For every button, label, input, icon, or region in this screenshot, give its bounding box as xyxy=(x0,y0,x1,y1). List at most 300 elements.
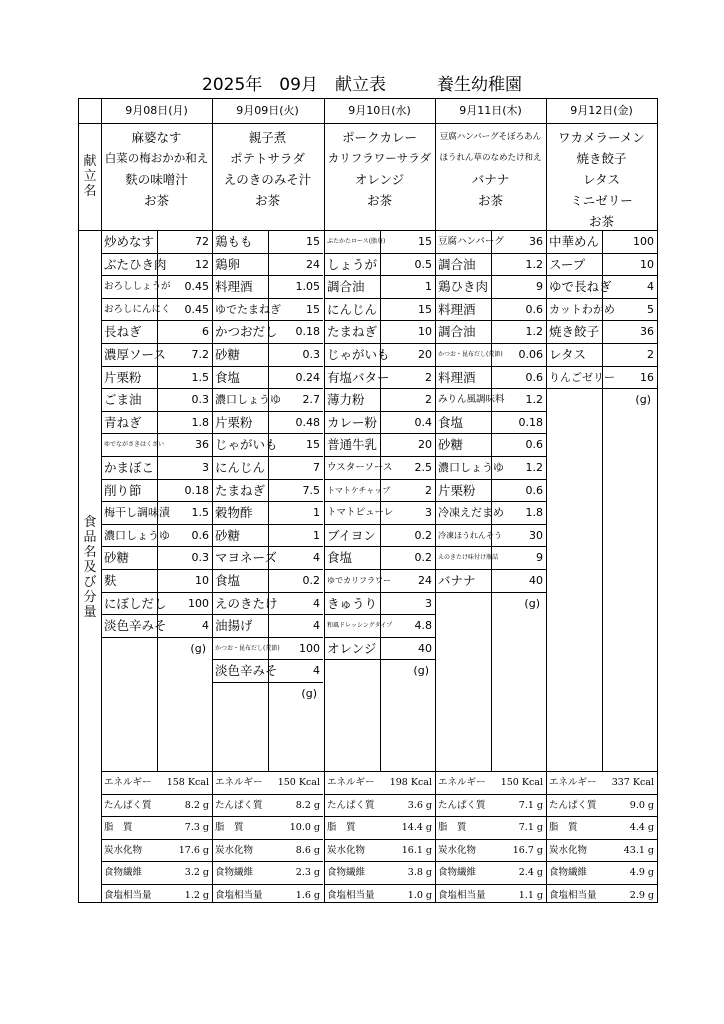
menu-table xyxy=(78,98,658,903)
ingredient-row xyxy=(435,434,546,457)
ingredient-row xyxy=(546,344,657,367)
ingredient-quantity: 100 xyxy=(188,596,209,610)
ingredient-row xyxy=(324,344,435,367)
ingredient-name: 砂糖 xyxy=(215,527,241,543)
ingredient-row xyxy=(101,299,212,322)
nutrition-row xyxy=(435,817,546,840)
nutrition-label: 食塩相当量 xyxy=(215,889,263,901)
ingredient-name: 濃口しょうゆ xyxy=(215,393,281,407)
ingredient-name: 食塩 xyxy=(438,414,464,430)
ingredient-quantity: 4 xyxy=(647,280,654,294)
nutrition-value: 2.4 g xyxy=(518,867,543,879)
ingredient-name: 片栗粉 xyxy=(104,369,142,385)
nutrition-label: 食物繊維 xyxy=(327,867,366,879)
ingredient-quantity: 0.6 xyxy=(191,528,209,542)
ingredient-quantity: 0.06 xyxy=(518,347,543,361)
nutrition-label: 食物繊維 xyxy=(104,867,143,879)
nutrition-label: たんぱく質 xyxy=(215,799,263,811)
nutrition-list xyxy=(324,772,435,908)
ingredient-quantity: 5 xyxy=(647,302,654,316)
dish-name: 親子煮 xyxy=(248,130,287,145)
ingredient-name: レタス xyxy=(549,346,587,362)
side-label-char: 献 xyxy=(83,154,97,169)
ingredient-quantity: 4 xyxy=(313,551,320,565)
nutrition-row xyxy=(324,840,435,863)
nutrition-list xyxy=(212,772,323,908)
header-divider xyxy=(79,123,657,124)
nutrition-value: 1.2 g xyxy=(184,889,209,901)
ingredient-quantity: 7.2 xyxy=(191,347,209,361)
ingredient-row xyxy=(546,299,657,322)
ingredient-row xyxy=(324,525,435,548)
ingredient-quantity: 0.18 xyxy=(184,483,209,497)
ingredient-quantity: 7.5 xyxy=(302,483,320,497)
day-header: 9月11日(木) xyxy=(459,104,522,117)
dish-name: カリフラワーサラダ xyxy=(327,151,432,165)
ingredient-name: 豆腐ハンバーグ xyxy=(438,236,504,247)
ingredient-name: かまぼこ xyxy=(104,459,155,475)
ingredient-quantity: 0.24 xyxy=(295,370,320,384)
day-header: 9月10日(水) xyxy=(348,104,411,117)
ingredient-quantity: 20 xyxy=(418,438,432,452)
ingredient-name: たまねぎ xyxy=(327,324,378,340)
side-label-char: び xyxy=(83,574,97,590)
ingredient-quantity: 4 xyxy=(202,619,209,633)
nutrition-row xyxy=(546,772,657,795)
ingredient-row xyxy=(435,502,546,525)
dish-name: お茶 xyxy=(366,193,392,208)
nutrition-value: 10.0 g xyxy=(289,822,320,834)
ingredient-row xyxy=(212,344,323,367)
ingredient-name: 濃口しょうゆ xyxy=(104,528,170,542)
dish-name: お茶 xyxy=(588,214,614,229)
ingredient-name: かつお・昆布だし(荒節) xyxy=(215,644,280,652)
nutrition-value: 16.7 g xyxy=(512,844,543,856)
ingredient-name: 炒めなす xyxy=(104,234,155,249)
side-label-char: 品 xyxy=(83,529,97,545)
ingredient-row xyxy=(101,525,212,548)
ingredient-row xyxy=(101,502,212,525)
nutrition-row xyxy=(324,795,435,818)
ingredient-quantity: 72 xyxy=(195,235,209,248)
ingredient-quantity: 0.18 xyxy=(518,415,543,429)
ingredient-row xyxy=(324,321,435,344)
ingredient-quantity: 36 xyxy=(640,325,654,339)
nutrition-value: 1.6 g xyxy=(295,889,320,901)
ingredient-quantity: 16 xyxy=(640,370,654,384)
ingredient-name: マヨネーズ xyxy=(215,550,277,566)
ingredient-row xyxy=(435,480,546,503)
dish-list xyxy=(101,127,212,211)
ingredient-row xyxy=(435,457,546,480)
ingredient-name: にんじん xyxy=(215,459,266,475)
ingredient-row xyxy=(101,615,212,638)
ingredient-row xyxy=(212,412,323,435)
ingredient-row xyxy=(546,254,657,277)
ingredient-quantity: 1.2 xyxy=(525,325,543,339)
unit-label: (g) xyxy=(635,393,651,407)
ingredient-name: オレンジ xyxy=(327,640,377,656)
ingredient-row xyxy=(212,276,323,299)
ingredient-row xyxy=(435,321,546,344)
nutrition-label: たんぱく質 xyxy=(549,799,597,811)
nutrition-row xyxy=(212,885,323,908)
ingredient-quantity: 15 xyxy=(418,302,432,316)
ingredient-quantity: 2 xyxy=(647,347,654,361)
ingredient-quantity: 15 xyxy=(306,438,320,452)
ingredient-quantity: 1.8 xyxy=(191,415,209,429)
ingredient-row xyxy=(212,615,323,638)
side-label-char: 食 xyxy=(83,514,97,530)
nutrition-row xyxy=(101,817,212,840)
ingredient-quantity: 1 xyxy=(425,280,432,294)
unit-label: (g) xyxy=(413,664,429,678)
nutrition-label: 炭水化物 xyxy=(327,844,366,856)
ingredient-row xyxy=(324,276,435,299)
dish-name: レタス xyxy=(582,172,620,187)
nutrition-row xyxy=(324,862,435,885)
nutrition-label: 脂 質 xyxy=(104,822,133,834)
side-label-char: 及 xyxy=(83,559,97,575)
ingredient-list xyxy=(546,231,657,411)
nutrition-value: 1.0 g xyxy=(407,889,432,901)
ingredient-name: 食塩 xyxy=(215,369,241,385)
ingredient-row xyxy=(435,367,546,390)
ingredient-row xyxy=(435,389,546,412)
nutrition-row xyxy=(101,885,212,908)
nutrition-row xyxy=(546,817,657,840)
side-label-char: 量 xyxy=(83,604,97,620)
nutrition-label: 食塩相当量 xyxy=(327,889,375,901)
ingredient-name: おろしにんにく xyxy=(104,303,171,315)
ingredient-row xyxy=(324,412,435,435)
ingredient-row xyxy=(324,547,435,570)
nutrition-value: 14.4 g xyxy=(401,822,432,834)
ingredient-quantity: 1.2 xyxy=(525,460,543,474)
menu-side-label xyxy=(79,123,101,230)
nutrition-label: エネルギー xyxy=(215,777,263,788)
dish-list xyxy=(212,127,323,211)
ingredient-row xyxy=(101,480,212,503)
ingredient-row xyxy=(212,525,323,548)
nutrition-label: 脂 質 xyxy=(215,822,244,834)
nutrition-label: たんぱく質 xyxy=(104,799,152,811)
ingredient-name: ゆでたまねぎ xyxy=(215,302,281,316)
nutrition-value: 17.6 g xyxy=(178,844,209,856)
dish-name: ほうれん草のなめたけ和え xyxy=(439,153,542,163)
ingredient-quantity: 100 xyxy=(299,641,320,655)
ingredient-row xyxy=(212,389,323,412)
nutrition-row xyxy=(101,772,212,795)
ingredient-name: 和風ドレッシングタイプ xyxy=(327,622,393,630)
nutrition-row xyxy=(324,772,435,795)
ingredient-quantity: 0.6 xyxy=(525,370,543,384)
ingredient-name: 淡色辛みそ xyxy=(215,663,278,679)
ingredient-name: 砂糖 xyxy=(438,437,464,453)
ingredient-quantity: 4.8 xyxy=(414,619,432,633)
nutrition-row xyxy=(101,840,212,863)
ingredient-row xyxy=(212,660,323,683)
nutrition-list xyxy=(546,772,657,908)
dish-name: ワカメラーメン xyxy=(558,130,645,145)
dish-name: オレンジ xyxy=(354,172,405,187)
ingredient-name: 長ねぎ xyxy=(104,324,142,340)
ingredient-name: 食塩 xyxy=(327,550,353,566)
ingredient-quantity: 10 xyxy=(418,325,432,339)
dish-name: ミニゼリー xyxy=(570,193,633,208)
ingredient-name: 焼き餃子 xyxy=(549,324,600,340)
nutrition-list xyxy=(101,772,212,908)
ingredient-row xyxy=(435,344,546,367)
nutrition-label: 炭水化物 xyxy=(104,844,143,856)
ingredient-row xyxy=(324,638,435,661)
ingredient-row xyxy=(435,412,546,435)
ingredient-row xyxy=(101,276,212,299)
ingredient-name: じゃがいも xyxy=(327,346,390,362)
ingredient-quantity: 9 xyxy=(536,551,543,565)
dish-list xyxy=(435,127,546,211)
ingredient-name: えのきたけ味付け瓶詰 xyxy=(438,554,499,562)
ingredient-quantity: 15 xyxy=(306,302,320,316)
ingredient-name: 麩 xyxy=(104,572,117,588)
ingredient-name: かつお・昆布だし(荒節) xyxy=(438,350,503,358)
nutrition-value: 7.3 g xyxy=(184,822,209,834)
nutrition-value: 8.2 g xyxy=(295,799,320,811)
nutrition-value: 4.9 g xyxy=(629,867,654,879)
ingredient-quantity: 3 xyxy=(425,596,432,610)
ingredient-quantity: 0.5 xyxy=(414,257,432,271)
nutrition-value: 337 Kcal xyxy=(611,777,654,788)
ingredient-name: 料理酒 xyxy=(215,279,253,295)
ingredient-list xyxy=(324,231,435,682)
ingredient-row xyxy=(101,547,212,570)
dish-name: 豆腐ハンバーグそぼろあん xyxy=(439,132,542,142)
unit-label: (g) xyxy=(524,596,540,610)
ingredient-row xyxy=(546,231,657,254)
ingredient-row xyxy=(101,344,212,367)
ingredient-name: 砂糖 xyxy=(215,346,241,362)
nutrition-row xyxy=(435,885,546,908)
ingredient-name: 薄力粉 xyxy=(327,392,365,408)
ingredient-name: おろししょうが xyxy=(104,281,171,293)
day-header: 9月08日(月) xyxy=(125,104,188,117)
ingredient-name: ウスターソース xyxy=(327,461,393,473)
nutrition-row xyxy=(546,885,657,908)
unit-label: (g) xyxy=(301,686,317,700)
dish-name: お茶 xyxy=(143,193,169,208)
ingredient-quantity: 1.2 xyxy=(525,257,543,271)
ingredient-row xyxy=(101,367,212,390)
ingredient-name: 冷凍ほうれんそう xyxy=(438,530,502,540)
ingredient-quantity: 1.5 xyxy=(191,370,209,384)
day-header: 9月09日(火) xyxy=(236,104,299,117)
nutrition-label: 脂 質 xyxy=(438,822,467,834)
ingredient-name: 削り節 xyxy=(104,482,142,498)
nutrition-label: 食塩相当量 xyxy=(104,889,152,901)
ingredient-name: 調合油 xyxy=(438,324,476,340)
nutrition-row xyxy=(212,772,323,795)
ingredient-name: 中華めん xyxy=(549,234,600,249)
dish-name: お茶 xyxy=(477,193,503,208)
nutrition-label: 炭水化物 xyxy=(215,844,254,856)
nutrition-value: 7.1 g xyxy=(518,799,543,811)
ingredient-row xyxy=(101,254,212,277)
ingredient-name: 濃厚ソース xyxy=(104,346,166,362)
ingredient-list xyxy=(101,231,212,660)
nutrition-label: 食塩相当量 xyxy=(438,889,486,901)
ingredient-row xyxy=(324,389,435,412)
ingredient-row xyxy=(324,457,435,480)
nutrition-value: 2.3 g xyxy=(295,867,320,879)
side-label-char: 名 xyxy=(83,184,97,199)
ingredient-quantity: 0.45 xyxy=(184,302,209,316)
nutrition-label: エネルギー xyxy=(327,777,375,788)
ingredient-row xyxy=(212,254,323,277)
dish-name: 焼き餃子 xyxy=(576,151,627,166)
nutrition-label: たんぱく質 xyxy=(438,799,486,811)
nutrition-list xyxy=(435,772,546,908)
nutrition-value: 2.9 g xyxy=(629,889,654,901)
ingredient-row xyxy=(324,434,435,457)
nutrition-value: 8.2 g xyxy=(184,799,209,811)
ingredient-quantity: 100 xyxy=(633,235,654,248)
ingredient-quantity: 12 xyxy=(195,257,209,271)
ingredient-row xyxy=(101,593,212,616)
nutrition-value: 3.2 g xyxy=(184,867,209,879)
ingredient-row xyxy=(324,570,435,593)
ingredient-name: 砂糖 xyxy=(104,550,130,566)
ingredient-quantity: 2.5 xyxy=(414,460,432,474)
nutrition-value: 198 Kcal xyxy=(389,777,432,788)
ingredient-quantity: 0.45 xyxy=(184,280,209,294)
nutrition-value: 1.1 g xyxy=(518,889,543,901)
dish-name: 麻婆なす xyxy=(131,130,182,145)
nutrition-value: 158 Kcal xyxy=(166,777,209,788)
ingredient-name: えのきたけ xyxy=(215,595,278,611)
ingredient-name: 調合油 xyxy=(327,279,365,295)
nutrition-label: エネルギー xyxy=(549,777,597,788)
ingredient-quantity: 4 xyxy=(313,619,320,633)
dish-list xyxy=(546,127,657,232)
ingredient-list xyxy=(435,231,546,615)
ingredient-name: にぼしだし xyxy=(104,595,167,611)
ingredient-quantity: 3 xyxy=(202,460,209,474)
ingredient-row xyxy=(212,547,323,570)
ingredient-name: かつおだし xyxy=(215,324,278,340)
ingredient-quantity: 15 xyxy=(418,235,432,248)
ingredient-name: 油揚げ xyxy=(215,618,253,634)
ingredient-quantity: 24 xyxy=(418,573,432,587)
ingredient-quantity: 20 xyxy=(418,347,432,361)
nutrition-row xyxy=(212,817,323,840)
ingredient-quantity: 0.6 xyxy=(525,302,543,316)
ingredient-name: 片栗粉 xyxy=(215,414,253,430)
dish-name: お茶 xyxy=(254,193,280,208)
ingredient-name: にんじん xyxy=(327,301,378,317)
ingredient-name: 冷凍えだまめ xyxy=(438,506,504,520)
ingredient-quantity: 36 xyxy=(195,438,209,452)
ingredient-row xyxy=(324,299,435,322)
ingredient-name: しょうが xyxy=(327,256,378,272)
ingredient-quantity: 2 xyxy=(425,483,432,497)
ingredient-name: ゆでカリフラワー xyxy=(327,575,391,585)
nutrition-row xyxy=(212,795,323,818)
ingredient-row xyxy=(101,434,212,457)
ingredient-quantity: 1.5 xyxy=(191,506,209,520)
nutrition-row xyxy=(435,840,546,863)
ingredient-quantity: 10 xyxy=(640,257,654,271)
ingredient-name: スープ xyxy=(549,256,586,272)
ingredient-name: ごま油 xyxy=(104,392,142,408)
ingredient-name: 有塩バター xyxy=(327,369,390,385)
nutrition-row xyxy=(435,795,546,818)
nutrition-label: 食物繊維 xyxy=(215,867,254,879)
nutrition-row xyxy=(546,795,657,818)
nutrition-label: 食塩相当量 xyxy=(549,889,597,901)
ingredient-quantity: 0.2 xyxy=(302,573,320,587)
ingredient-quantity: 4 xyxy=(313,596,320,610)
ingredient-row xyxy=(212,480,323,503)
nutrition-value: 3.8 g xyxy=(407,867,432,879)
nutrition-label: たんぱく質 xyxy=(327,799,375,811)
ingredient-row xyxy=(212,570,323,593)
ingredient-quantity: 40 xyxy=(529,573,543,587)
ingredient-name: 料理酒 xyxy=(438,301,476,317)
ingredient-name: トマトピューレ xyxy=(327,507,394,519)
side-label-char: 名 xyxy=(83,544,97,560)
ingredient-name: 青ねぎ xyxy=(104,414,142,430)
nutrition-label: エネルギー xyxy=(438,777,486,788)
ingredient-name: ゆでながさきはくさい xyxy=(104,441,165,449)
ingredient-quantity: 4 xyxy=(313,664,320,678)
ingredient-quantity: 24 xyxy=(306,257,320,271)
ingredient-row xyxy=(212,434,323,457)
ingredient-name: 片栗粉 xyxy=(438,482,476,498)
ingredient-quantity: 0.48 xyxy=(295,415,320,429)
day-header: 9月12日(金) xyxy=(570,104,633,117)
dish-name: 麩の味噌汁 xyxy=(125,172,188,187)
ingredient-name: 鶏もも xyxy=(215,234,253,249)
ingredient-row xyxy=(324,615,435,638)
nutrition-value: 8.6 g xyxy=(295,844,320,856)
nutrition-label: 脂 質 xyxy=(549,822,578,834)
ingredient-row xyxy=(435,276,546,299)
nutrition-label: 炭水化物 xyxy=(438,844,477,856)
ingredient-row xyxy=(324,502,435,525)
ingredient-row xyxy=(324,231,435,254)
nutrition-label: エネルギー xyxy=(104,777,152,788)
ingredient-row xyxy=(435,547,546,570)
ingredient-row xyxy=(212,502,323,525)
ingredient-quantity: 0.3 xyxy=(191,393,209,407)
ingredient-quantity: 1.8 xyxy=(525,506,543,520)
ingredient-row xyxy=(324,480,435,503)
ingredient-name: 料理酒 xyxy=(438,369,476,385)
nutrition-label: 食物繊維 xyxy=(438,867,477,879)
dish-list xyxy=(324,127,435,211)
nutrition-value: 3.6 g xyxy=(407,799,432,811)
page-title: 2025年 09月 献立表 養生幼稚園 xyxy=(202,75,522,95)
nutrition-row xyxy=(546,840,657,863)
ingredient-quantity: 0.3 xyxy=(191,551,209,565)
unit-label: (g) xyxy=(190,641,206,655)
nutrition-row xyxy=(101,795,212,818)
ingredient-quantity: 2 xyxy=(425,393,432,407)
nutrition-row xyxy=(212,840,323,863)
nutrition-value: 4.4 g xyxy=(629,822,654,834)
ingredient-row xyxy=(324,367,435,390)
ingredient-name: ぶたかたロース(脂身) xyxy=(327,238,386,245)
